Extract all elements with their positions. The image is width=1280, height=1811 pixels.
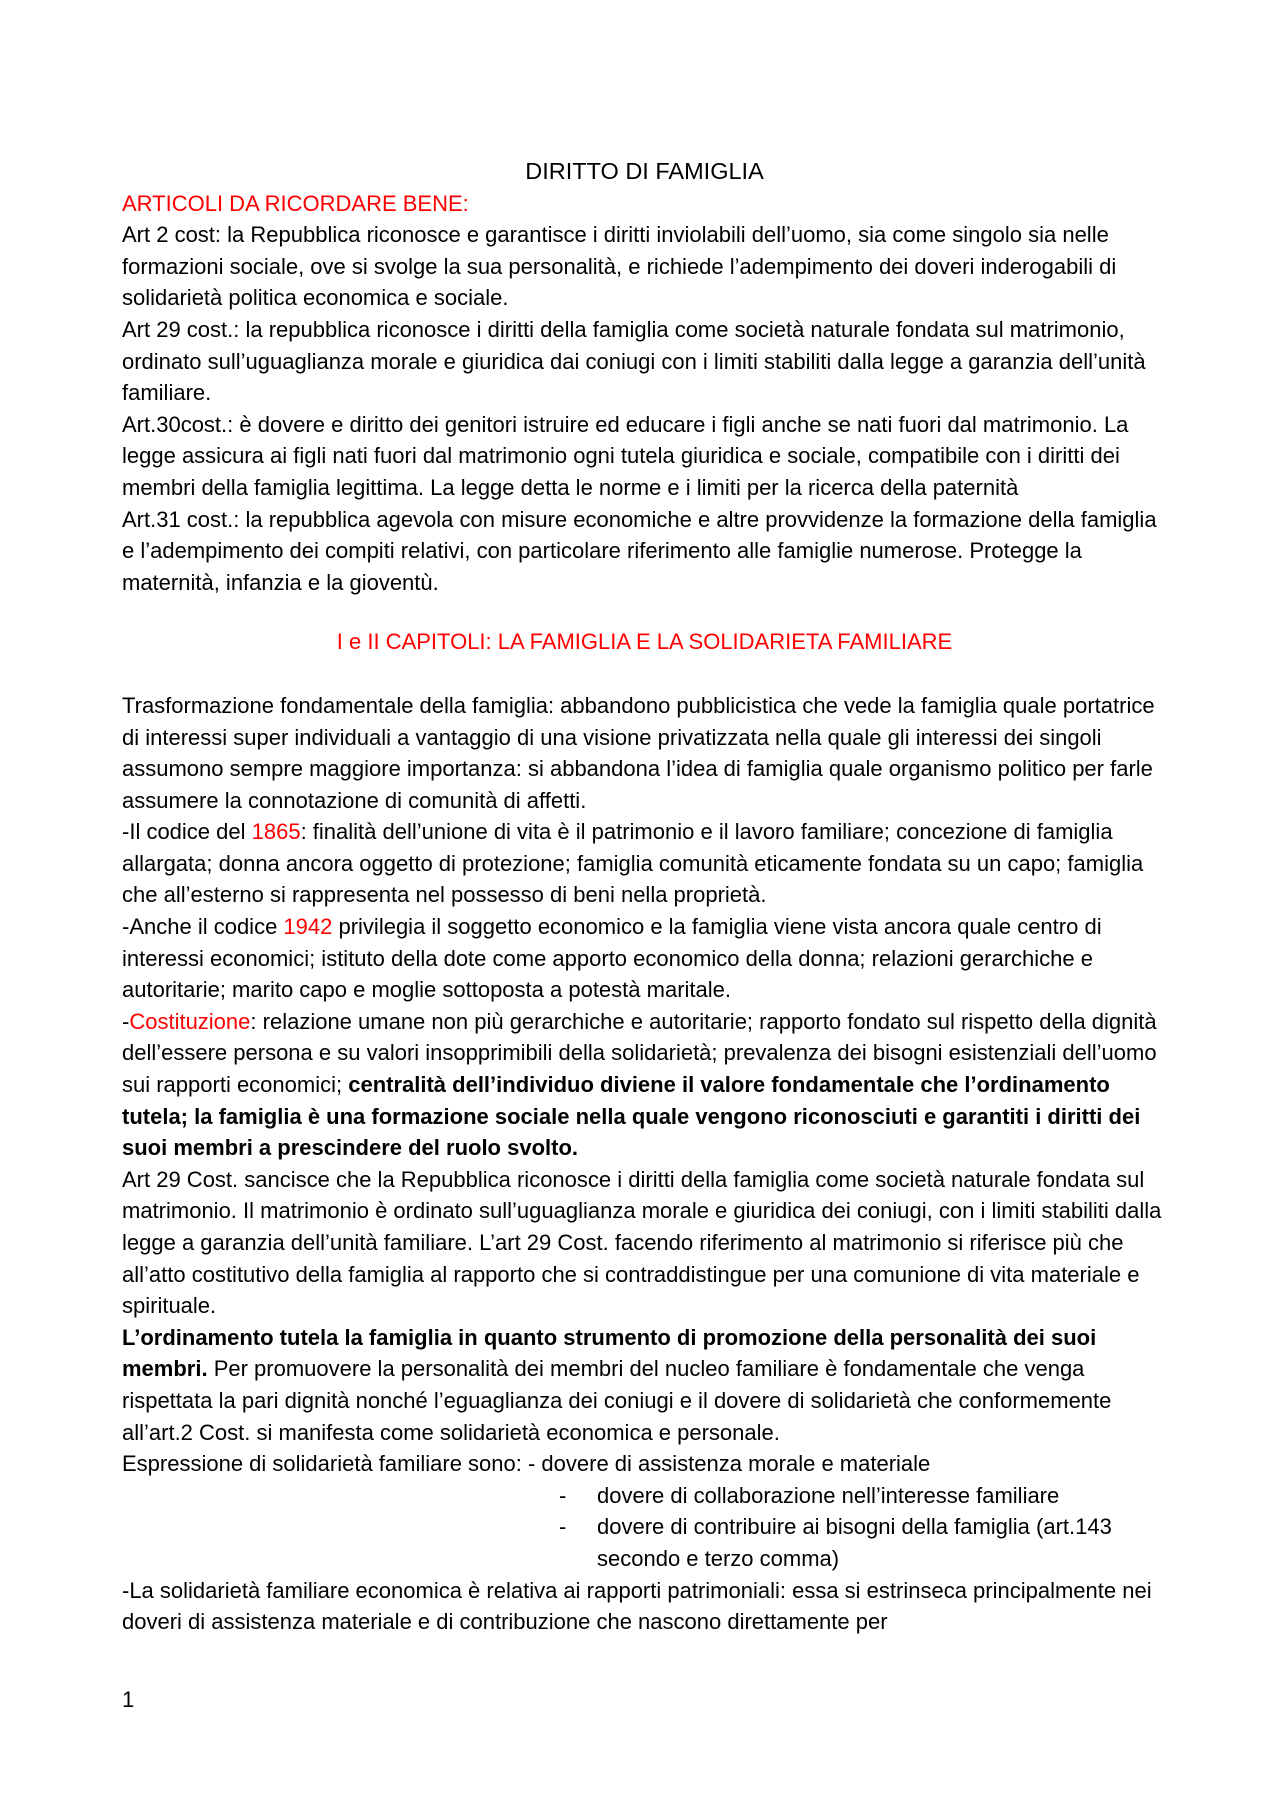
codice-1865-text: : finalità dell’unione di vita è il patrimonio e il lavoro familiare; concezione di famiglia allargata; donna ancora oggetto di protezione; famiglia comunità eticamente fondata su un capo; famiglia che all’esterno si rappresenta nel possesso di beni nella proprietà. <box>122 819 1144 908</box>
article-30-paragraph: Art.30cost.: è dovere e diritto dei genitori istruire ed educare i figli anche se nati fuori dal matrimonio. La legge assicura ai figli nati fuori dal matrimonio ogni tutela giuridica e sociale, compatibile con i diritti dei membri della famiglia legittima. La legge detta le norme e i limiti per la ricerca della paternità <box>122 411 1129 500</box>
costituzione-label: Costituzione <box>129 1008 251 1034</box>
articles-heading: ARTICOLI DA RICORDARE BENE: <box>122 190 469 216</box>
codice-1865-prefix: -Il codice del <box>122 819 252 845</box>
codice-1942-prefix: -Anche il codice <box>122 914 284 940</box>
list-item <box>122 1480 1167 1512</box>
costituzione-paragraph <box>122 1006 1167 1164</box>
codice-1865-paragraph <box>122 816 1167 911</box>
costituzione-bold-text: centralità dell’individuo diviene il valore fondamentale che l’ordinamento tutela; la famiglia è una formazione sociale nella quale vengono riconosciuti e garantiti i diritti dei suoi membri a prescindere del ruolo svolto. <box>122 1072 1141 1161</box>
solidarieta-list <box>122 1480 1167 1575</box>
spacer <box>122 598 1167 626</box>
ordinamento-text: Per promuovere la personalità dei membri del nucleo familiare è fondamentale che venga rispettata la pari dignità nonché l’eguaglianza dei coniugi e il dovere di solidarietà che conformemente all’art.2 Cost. si manifesta come solidarietà economica e personale. <box>122 1356 1112 1445</box>
art-29-commentary-paragraph: Art 29 Cost. sancisce che la Repubblica riconosce i diritti della famiglia come società naturale fondata sul matrimonio. Il matrimonio è ordinato sull’uguaglianza morale e giuridica dei coniugi, con i limiti stabiliti dalla legge a garanzia dell’unità familiare. L’art 29 Cost. facendo riferimento al matrimonio si riferisce più che all’atto costitutivo della famiglia al rapporto che si contraddistingue per una comunione di vita materiale e spirituale. <box>122 1166 1162 1319</box>
list-item-text: dovere di contribuire ai bisogni della famiglia (art.143 secondo e terzo comma) <box>597 1514 1112 1571</box>
intro-paragraph: Trasformazione fondamentale della famiglia: abbandono pubblicistica che vede la famiglia quale portatrice di interessi super individuali a vantaggio di una visione privatizzata nella quale gli interessi dei singoli assumono sempre maggiore importanza: si abbandona l’idea di famiglia quale organismo politico per farle assumere la connotazione di comunità di affetti. <box>122 692 1155 813</box>
codice-1865-year: 1865 <box>251 819 301 845</box>
list-bullet: - <box>559 1514 567 1540</box>
codice-1942-text: privilegia il soggetto economico e la famiglia viene vista ancora quale centro di interessi economici; istituto della dote come apporto economico della donna; relazioni gerarchiche e autoritarie; marito capo e moglie sottoposta a potestà maritale. <box>122 914 1102 1003</box>
article-2-paragraph: Art 2 cost: la Repubblica riconosce e garantisce i diritti inviolabili dell’uomo, sia come singolo sia nelle formazioni sociale, ove si svolge la sua personalità, e richiede l’adempimento dei doveri inderogabili di solidarietà politica economica e sociale. <box>122 222 1117 311</box>
list-item <box>122 1511 1167 1574</box>
article-29-paragraph: Art 29 cost.: la repubblica riconosce i diritti della famiglia come società naturale fondata sul matrimonio, ordinato sull’uguaglianza morale e giuridica dai coniugi con i limiti stabiliti dalla legge a garanzia dell’unità familiare. <box>122 316 1146 406</box>
codice-1942-paragraph <box>122 911 1167 1006</box>
spacer <box>122 658 1167 690</box>
ordinamento-bold-text: L’ordinamento tutela la famiglia in quanto strumento di promozione della personalità dei suoi membri. <box>122 1324 1097 1382</box>
costituzione-prefix: - <box>122 1008 130 1034</box>
article-31-paragraph: Art.31 cost.: la repubblica agevola con misure economiche e altre provvidenze la formazione della famiglia e l’adempimento dei compiti relativi, con particolare riferimento alle famiglie numerose. Protegge la maternità, infanzia e la gioventù. <box>122 506 1157 595</box>
solidarieta-intro: Espressione di solidarietà familiare sono: - dovere di assistenza morale e materiale <box>122 1451 931 1477</box>
solidarieta-economica-paragraph: -La solidarietà familiare economica è relativa ai rapporti patrimoniali: essa si estrinseca principalmente nei doveri di assistenza materiale e di contribuzione che nascono direttamente per <box>122 1577 1152 1635</box>
chapter-heading: I e II CAPITOLI: LA FAMIGLIA E LA SOLIDARIETA FAMILIARE <box>336 629 953 655</box>
codice-1942-year: 1942 <box>283 914 333 940</box>
costituzione-text: : relazione umane non più gerarchiche e autoritarie; rapporto fondato sul rispetto della dignità dell’essere persona e su valori insopprimibili della solidarietà; prevalenza dei bisogni esistenziali dell’uomo sui rapporti economici; <box>122 1008 1157 1098</box>
list-item-text: dovere di collaborazione nell’interesse familiare <box>597 1482 1060 1508</box>
ordinamento-paragraph <box>122 1322 1167 1448</box>
document-body <box>122 156 1167 1638</box>
page-number: 1 <box>122 1687 135 1712</box>
list-bullet: - <box>559 1482 567 1508</box>
page-title: DIRITTO DI FAMIGLIA <box>525 158 764 184</box>
